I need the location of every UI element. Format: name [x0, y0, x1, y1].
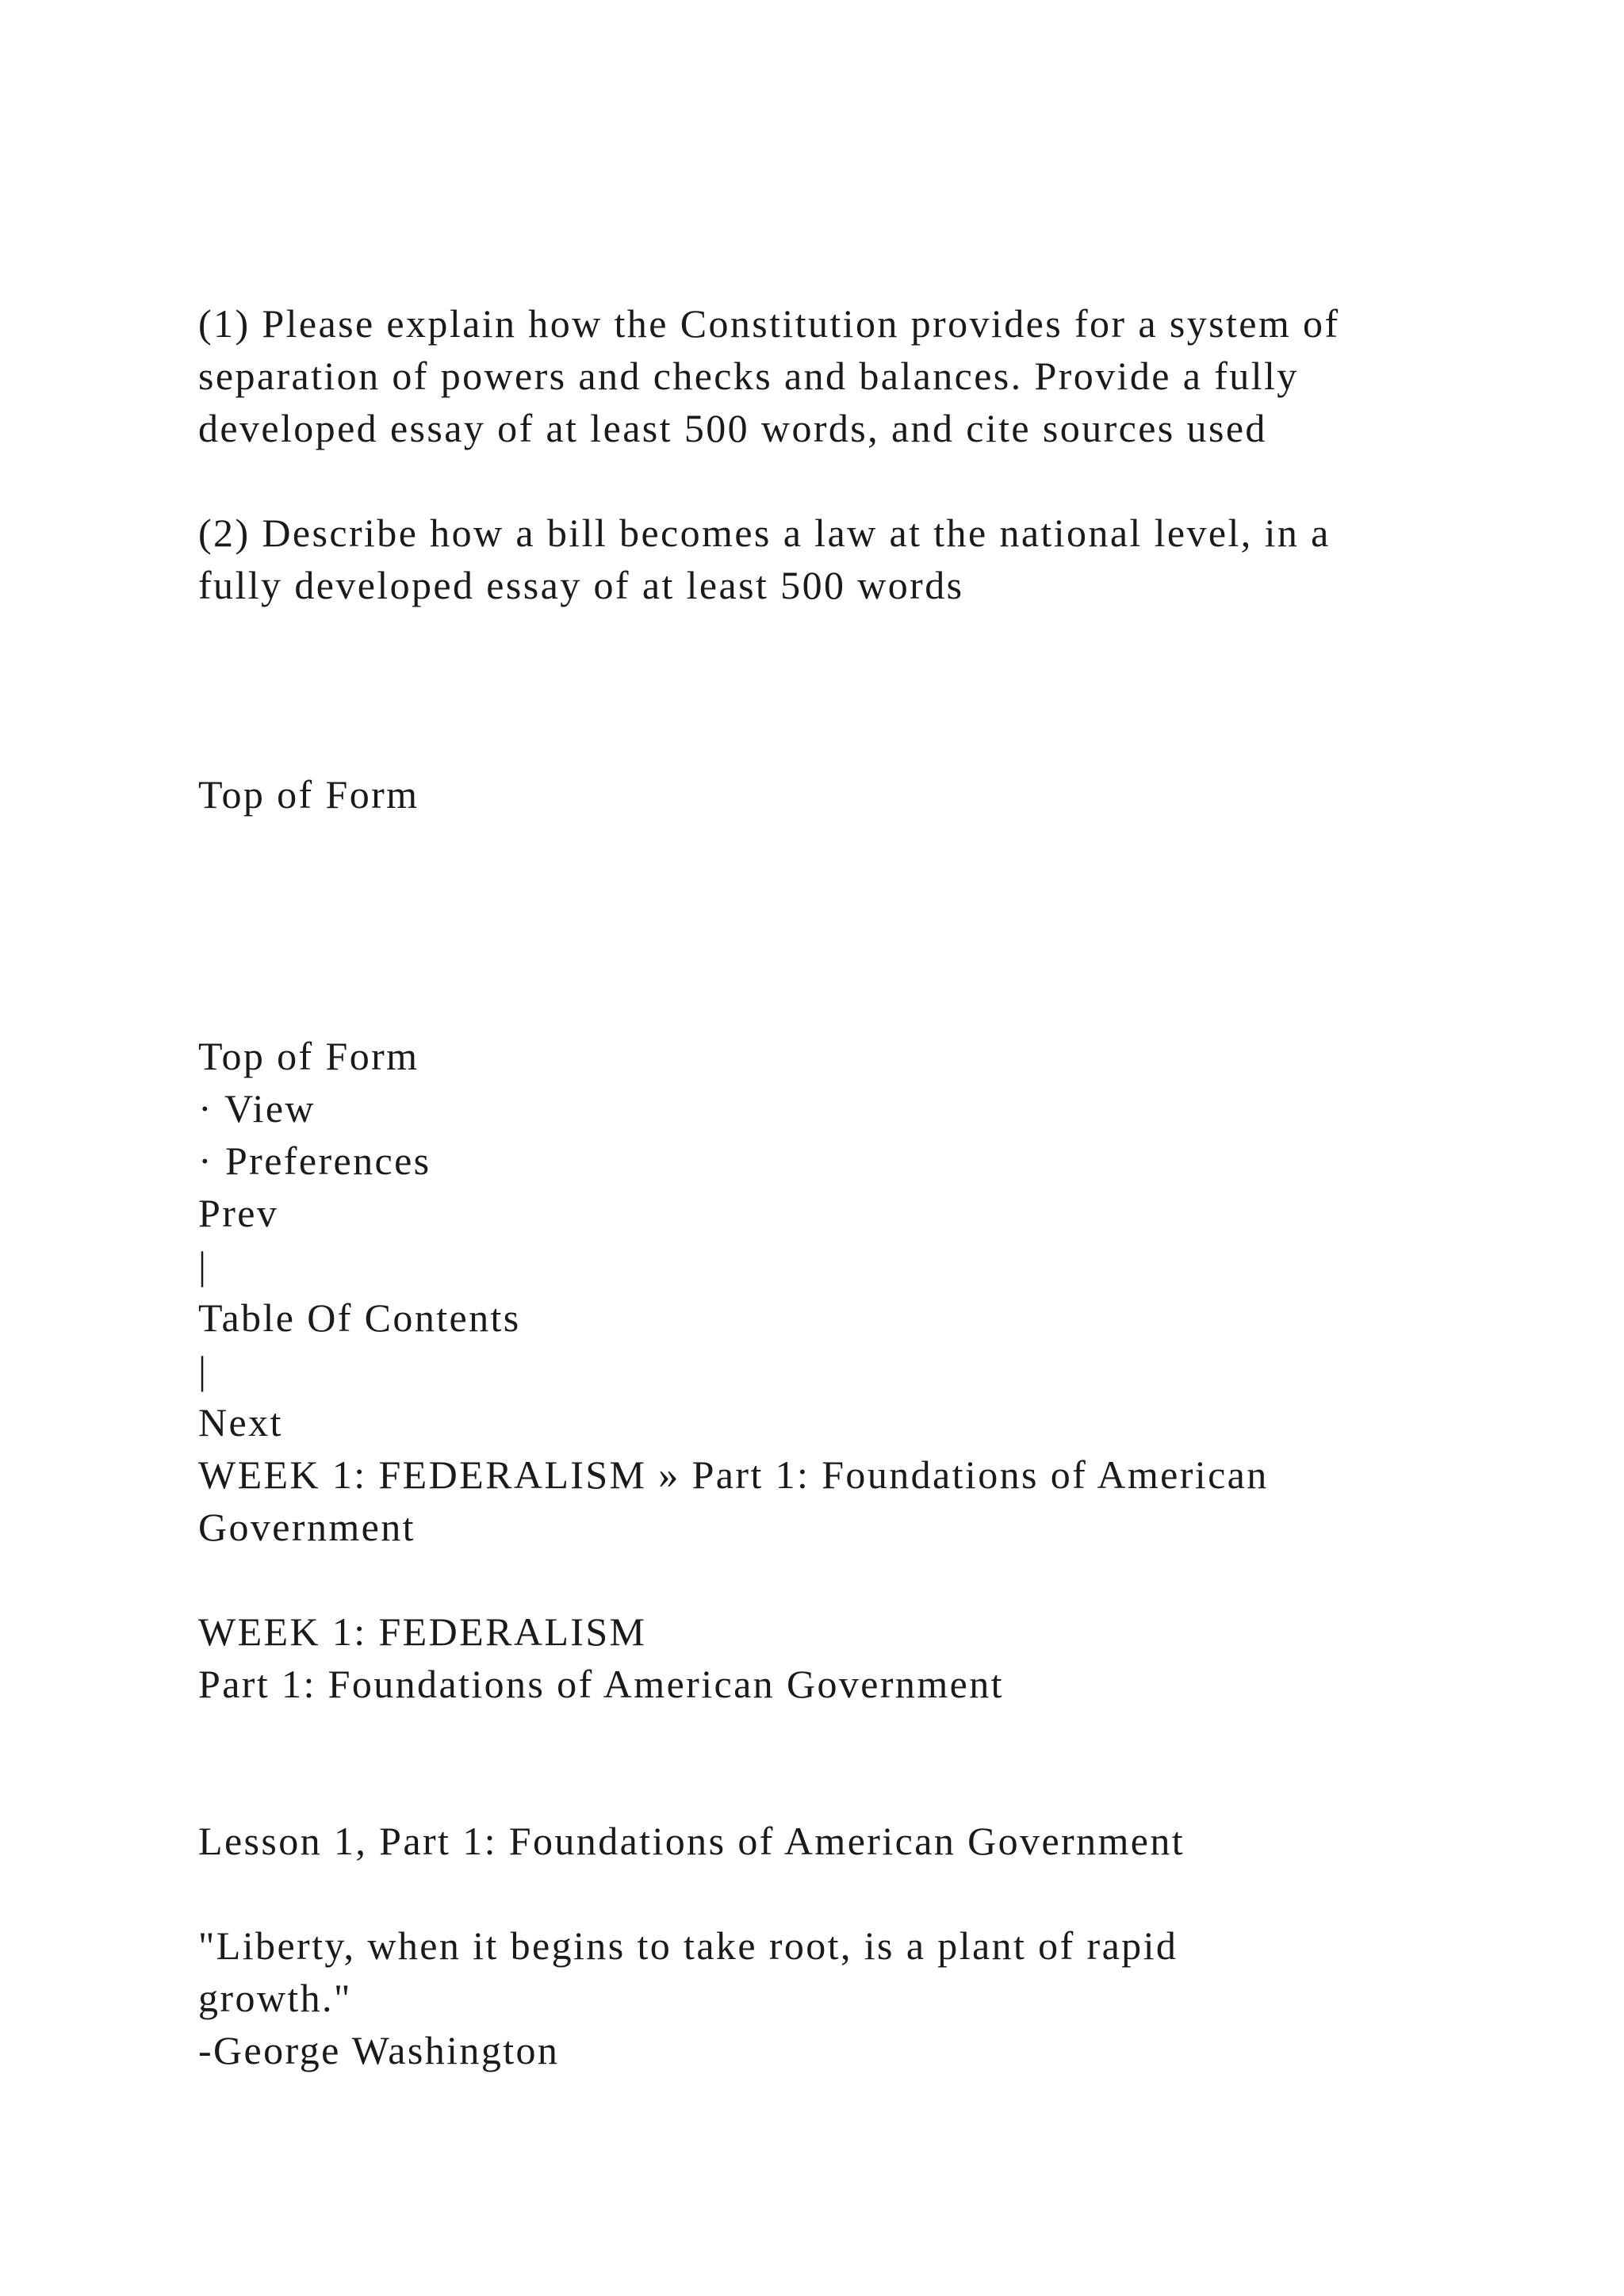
question-1-line: separation of powers and checks and balances. Provide a fully [198, 354, 1299, 398]
document-page [198, 297, 1483, 2076]
lesson-title: Lesson 1, Part 1: Foundations of American Government [198, 1819, 1185, 1863]
menu-item-preferences[interactable]: · Preferences [198, 1138, 431, 1183]
quote-line: "Liberty, when it begins to take root, is a plant of rapid [198, 1923, 1178, 1968]
menu-item-view[interactable]: · View [198, 1086, 316, 1131]
question-1 [198, 297, 1483, 454]
question-2-line: fully developed essay of at least 500 words [198, 563, 964, 607]
breadcrumb-line: WEEK 1: FEDERALISM » Part 1: Foundations of American [198, 1452, 1269, 1497]
question-1-line: (1) Please explain how the Constitution provides for a system of [198, 301, 1340, 346]
top-of-form-marker: Top of Form [198, 1034, 419, 1078]
part-heading: Part 1: Foundations of American Government [198, 1662, 1004, 1706]
table-of-contents-link[interactable]: Table Of Contents [198, 1295, 521, 1340]
week-heading: WEEK 1: FEDERALISM [198, 1609, 647, 1654]
breadcrumb [198, 1448, 1483, 1553]
top-of-form-marker: Top of Form [198, 772, 419, 817]
quote-attribution: -George Washington [198, 2028, 560, 2072]
nav-separator: | [198, 1243, 209, 1288]
quote-line: growth." [198, 1976, 352, 2020]
question-1-line: developed essay of at least 500 words, and cite sources used [198, 406, 1267, 450]
nav-separator: | [198, 1348, 209, 1392]
question-2 [198, 507, 1483, 611]
quote [198, 1919, 1483, 2076]
breadcrumb-line: Government [198, 1505, 416, 1549]
question-2-line: (2) Describe how a bill becomes a law at the national level, in a [198, 511, 1331, 555]
next-link[interactable]: Next [198, 1400, 283, 1445]
prev-link[interactable]: Prev [198, 1191, 279, 1235]
